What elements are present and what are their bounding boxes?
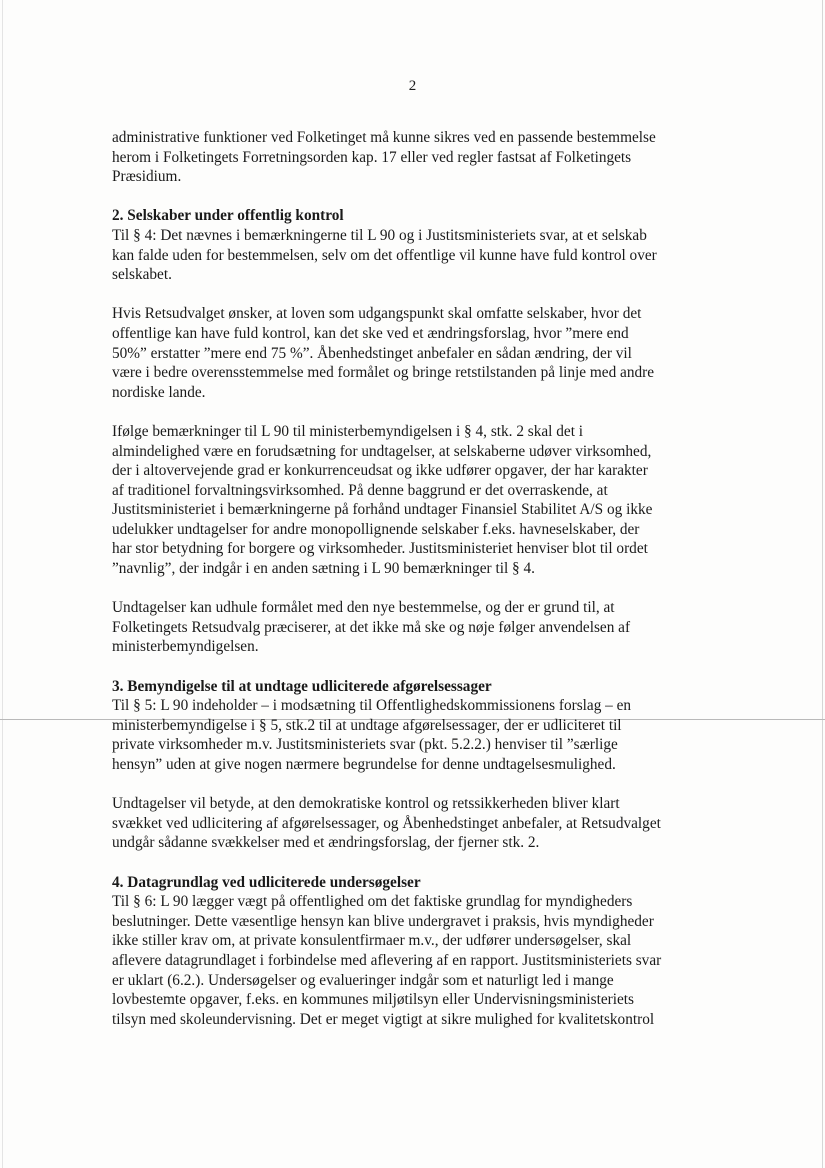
text-line: Til § 6: L 90 lægger vægt på offentlighed om det faktiske grundlag for myndigheders [112, 893, 633, 911]
text-line: være i bedre overensstemmelse med formålet og bringe retstilstanden på linje med andre [112, 364, 655, 382]
text-line: selskabet. [112, 266, 172, 284]
scan-edge-left [2, 0, 3, 1168]
text-line: Ifølge bemærkninger til L 90 til ministerbemyndigelsen i § 4, stk. 2 skal det i [112, 422, 584, 440]
text-line: ministerbemyndigelse i § 5, stk.2 til at undtage afgørelsessager, der er udliciteret til [112, 716, 622, 734]
text-line: ikke stiller krav om, at private konsulentfirmaer m.v., der udfører undersøgelser, skal [112, 932, 632, 950]
section2-paragraph-4 [112, 598, 712, 657]
text-line: 50%” erstatter ”mere end 75 %”. Åbenhedstinget anbefaler en sådan ændring, der vil [112, 344, 632, 362]
text-line: Undtagelser kan udhule formålet med den nye bestemmelse, og der er grund til, at [112, 599, 615, 617]
section2-paragraph-2 [112, 304, 712, 402]
section-heading-4: 4. Datagrundlag ved udliciterede undersøgelser [112, 873, 421, 891]
section2-paragraph-3 [112, 422, 712, 579]
text-line: hensyn” uden at give nogen nærmere begrundelse for denne undtagelsesmulighed. [112, 756, 616, 773]
section4-paragraph-1 [112, 892, 712, 1029]
text-line: Justitsministeriet i bemærkningerne på forhånd undtager Finansiel Stabilitet A/S og ikke [112, 501, 653, 519]
text-line: nordiske lande. [112, 383, 206, 401]
text-line: har stor betydning for borgere og virksomheder. Justitsministeriet henviser blot til ordet [112, 540, 648, 558]
text-line: tilsyn med skoleundervisning. Det er meget vigtigt at sikre mulighed for kvalitetskontrol [112, 1010, 655, 1028]
text-line: ministerbemyndigelsen. [112, 638, 259, 656]
text-line: undgår sådanne svækkelser med et ændringsforslag, der fjerner stk. 2. [112, 834, 540, 852]
text-line: beslutninger. Dette væsentlige hensyn kan blive undergravet i praksis, hvis myndigheder [112, 912, 654, 930]
text-line: udelukker undtagelser for andre monopollignende selskaber f.eks. havneselskaber, der [112, 520, 640, 538]
text-line: kan falde uden for bestemmelsen, selv om det offentlige vil kunne have fuld kontrol over [112, 246, 657, 264]
section-heading-2: 2. Selskaber under offentlig kontrol [112, 207, 344, 225]
text-line: Hvis Retsudvalget ønsker, at loven som udgangspunkt skal omfatte selskaber, hvor det [112, 305, 642, 323]
text-line: offentlige kan have fuld kontrol, kan det ske ved et ændringsforslag, hvor ”mere end [112, 324, 629, 342]
text-line: Undtagelser vil betyde, at den demokratiske kontrol og retssikkerheden bliver klart [112, 795, 620, 813]
text-line: svækket ved udlicitering af afgørelsessager, og Åbenhedstinget anbefaler, at Retsudvalget [112, 814, 661, 832]
intro-paragraph [112, 128, 712, 187]
text-line: lovbestemte opgaver, f.eks. en kommunes miljøtilsyn eller Undervisningsministeriets [112, 991, 634, 1009]
text-line: der i altovervejende grad er konkurrenceudsat og ikke udfører opgaver, der har karakter [112, 462, 648, 480]
text-line: aflevere datagrundlaget i forbindelse med aflevering af en rapport. Justitsministeriets svar [112, 951, 662, 969]
text-line: ”navnlig”, der indgår i en anden sætning i L 90 bemærkninger til § 4. [112, 560, 535, 578]
text-line: Folketingets Retsudvalg præciserer, at det ikke må ske og nøje følger anvendelsen af [112, 618, 631, 636]
text-line: Præsidium. [112, 168, 182, 186]
text-line: Til § 4: Det nævnes i bemærkningerne til L 90 og i Justitsministeriets svar, at et selskab [112, 226, 647, 244]
text-line: af traditionel forvaltningsvirksomhed. På denne baggrund er det overraskende, at [112, 481, 608, 499]
text-line: er uklart (6.2.). Undersøgelser og evalueringer indgår som et naturligt led i mange [112, 971, 614, 989]
text-line: herom i Folketingets Forretningsorden kap. 17 eller ved regler fastsat af Folketingets [112, 148, 632, 166]
text-line: Til § 5: L 90 indeholder – i modsætning til Offentlighedskommissionens forslag – en [112, 697, 632, 715]
section3-paragraph-1 [112, 696, 712, 774]
section-heading-3: 3. Bemyndigelse til at undtage udliciterede afgørelsessager [112, 677, 492, 695]
section2-paragraph-1 [112, 226, 712, 285]
page-number: 2 [408, 78, 417, 94]
scan-edge-right [822, 0, 823, 1168]
text-line: almindelighed være en forudsætning for undtagelser, at selskaberne udøver virksomhed, [112, 442, 652, 460]
section3-paragraph-2 [112, 794, 712, 853]
document-body [112, 128, 712, 1049]
text-line: administrative funktioner ved Folketinget må kunne sikres ved en passende bestemmelse [112, 129, 656, 146]
text-line: private virksomheder m.v. Justitsministeriets svar (pkt. 5.2.2.) henviser til ”særlige [112, 736, 618, 754]
